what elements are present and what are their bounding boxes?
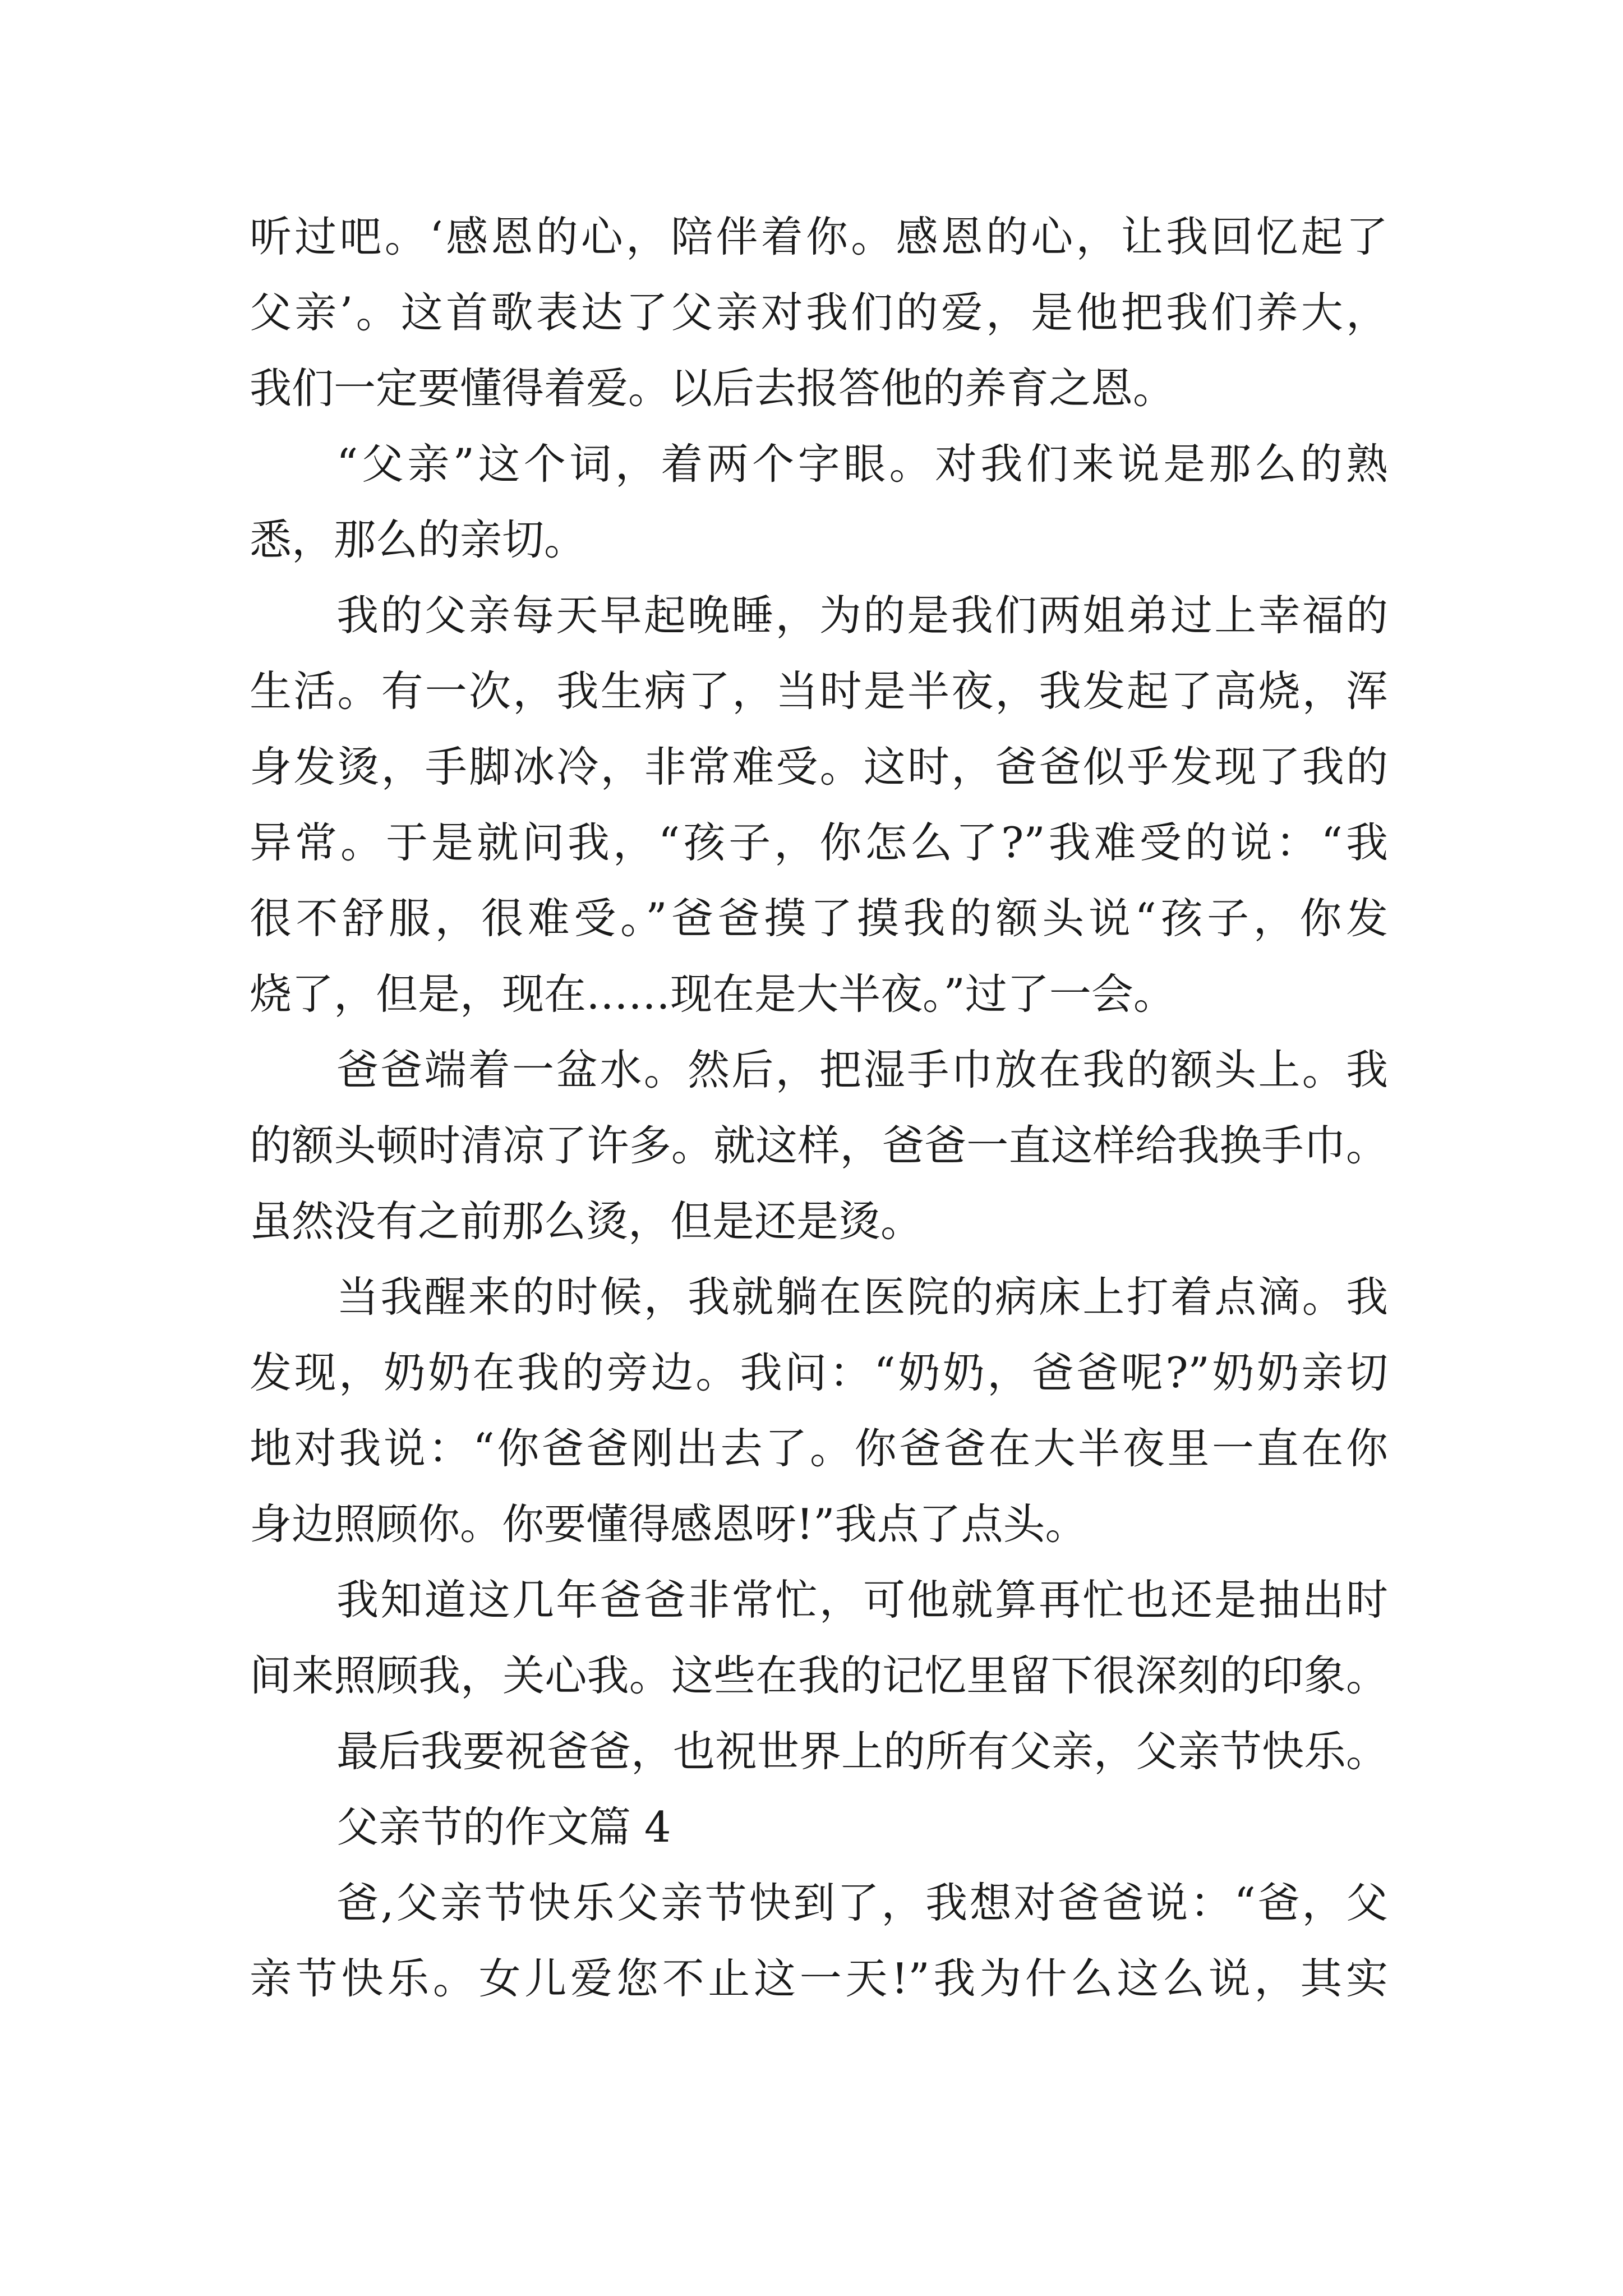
text-line: 身发烫，手脚冰冷，非常难受。这时，爸爸似乎发现了我的 [250,742,1388,792]
text-line: 的额头顿时清凉了许多。就这样，爸爸一直这样给我换手巾。 [250,1121,1388,1170]
text-line: 虽然没有之前那么烫，但是还是烫。 [250,1197,923,1246]
text-line: 地对我说：“你爸爸刚出去了。你爸爸在大半夜里一直在你 [250,1424,1388,1473]
text-line: 生活。有一次，我生病了，当时是半夜，我发起了高烧，浑 [250,666,1388,716]
text-line: 烧了，但是，现在……现在是大半夜。”过了一会。 [250,969,1175,1019]
paragraph-first-line: 我的父亲每天早起晚睡，为的是我们两姐弟过上幸福的 [336,591,1388,640]
text-line: 悉，那么的亲切。 [250,515,587,564]
paragraph-first-line: 我知道这几年爸爸非常忙，可他就算再忙也还是抽出时 [336,1575,1388,1625]
text-line: 很不舒服，很难受。”爸爸摸了摸我的额头说“孩子，你发 [250,894,1388,943]
text-line: 发现，奶奶在我的旁边。我问：“奶奶，爸爸呢?”奶奶亲切 [250,1348,1388,1397]
paragraph-first-line: “父亲”这个词，着两个字眼。对我们来说是那么的熟 [336,439,1388,489]
paragraph-first-line: 爸爸端着一盆水。然后，把湿手巾放在我的额头上。我 [336,1045,1388,1094]
paragraph-first-line: 爸,父亲节快乐父亲节快到了，我想对爸爸说：“爸，父 [336,1878,1388,1927]
paragraph-first-line: 当我醒来的时候，我就躺在医院的病床上打着点滴。我 [336,1272,1388,1322]
text-line: 父亲’。这首歌表达了父亲对我们的爱，是他把我们养大， [250,288,1388,337]
text-line: 听过吧。‘感恩的心，陪伴着你。感恩的心，让我回忆起了 [250,212,1388,261]
text-line: 我们一定要懂得着爱。以后去报答他的养育之恩。 [250,364,1175,413]
text-line: 亲节快乐。女儿爱您不止这一天!”我为什么这么说，其实 [250,1954,1388,2003]
section-heading: 父亲节的作文篇 4 [336,1802,671,1852]
text-line: 间来照顾我，关心我。这些在我的记忆里留下很深刻的印象。 [250,1651,1388,1700]
text-line: 身边照顾你。你要懂得感恩呀!”我点了点头。 [250,1499,1087,1549]
essay-text [250,199,1388,2017]
paragraph-first-line: 最后我要祝爸爸，也祝世界上的所有父亲，父亲节快乐。 [336,1727,1388,1776]
text-line: 异常。于是就问我，“孩子，你怎么了?”我难受的说：“我 [250,818,1388,867]
